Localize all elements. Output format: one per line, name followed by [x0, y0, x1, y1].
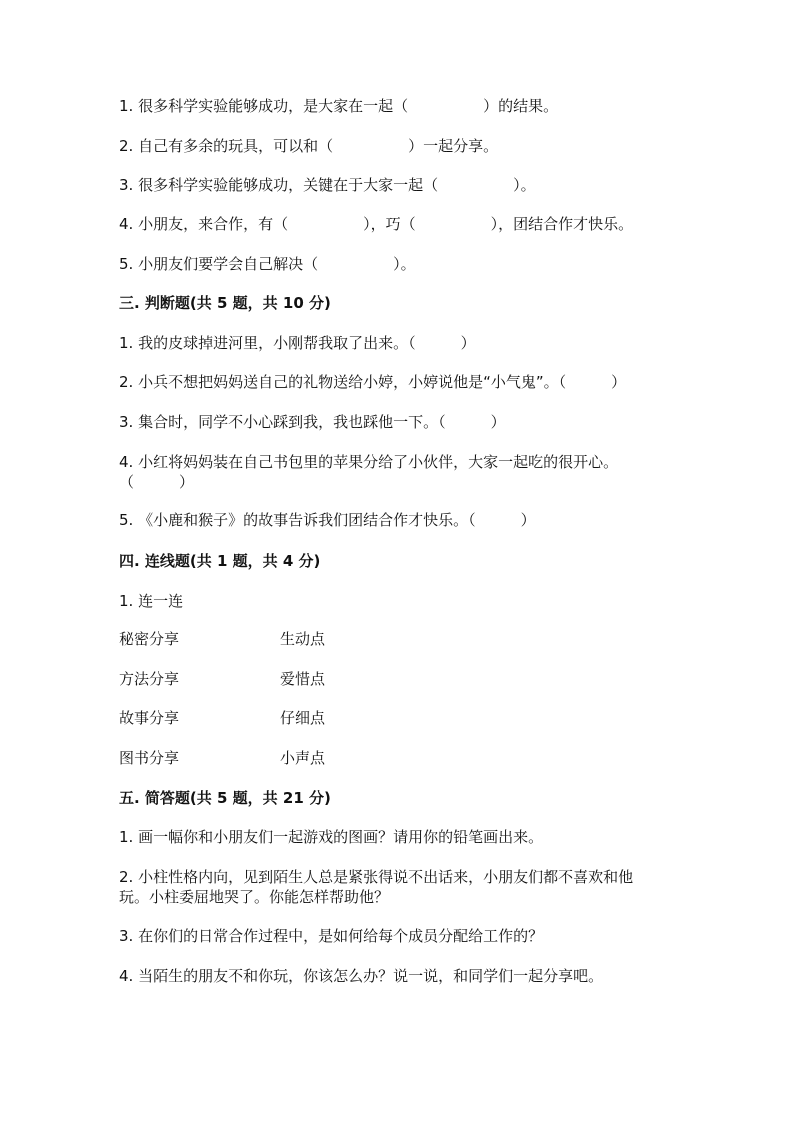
fill-blank-question-1: 1. 很多科学实验能够成功，是大家在一起（ ）的结果。: [119, 97, 559, 115]
matching-right-item: 小声点: [280, 749, 326, 767]
short-answer-question-3: 3. 在你们的日常合作过程中，是如何给每个成员分配给工作的？: [119, 927, 544, 945]
short-answer-question-2-line-1: 2. 小柱性格内向，见到陌生人总是紧张得说不出话来，小朋友们都不喜欢和他: [119, 868, 634, 886]
matching-right-item: 爱惜点: [280, 670, 326, 688]
judgment-question-3: 3. 集合时，同学不小心踩到我，我也踩他一下。（ ）: [119, 413, 506, 431]
matching-left-item: 图书分享: [119, 749, 180, 767]
judgment-question-4-line-2: （ ）: [119, 473, 195, 491]
short-answer-question-1: 1. 画一幅你和小朋友们一起游戏的图画？请用你的铅笔画出来。: [119, 828, 544, 846]
judgment-question-2: 2. 小兵不想把妈妈送自己的礼物送给小婷，小婷说他是“小气鬼”。（ ）: [119, 373, 627, 391]
section-heading-short-answer: 五. 简答题(共 5 题，共 21 分): [119, 789, 331, 807]
section-heading-judgment: 三. 判断题(共 5 题，共 10 分): [119, 294, 331, 312]
matching-right-item: 生动点: [280, 630, 326, 648]
fill-blank-question-3: 3. 很多科学实验能够成功，关键在于大家一起（ ）。: [119, 176, 536, 194]
matching-question-1: 1. 连一连: [119, 592, 184, 610]
matching-right-item: 仔细点: [280, 709, 326, 727]
section-heading-matching: 四. 连线题(共 1 题，共 4 分): [119, 552, 321, 570]
matching-left-item: 故事分享: [119, 709, 180, 727]
short-answer-question-2-line-2: 玩。小柱委屈地哭了。你能怎样帮助他？: [119, 888, 390, 906]
fill-blank-question-4: 4. 小朋友，来合作，有（ ），巧（ ），团结合作才快乐。: [119, 215, 634, 233]
short-answer-question-4: 4. 当陌生的朋友不和你玩，你该怎么办？说一说，和同学们一起分享吧。: [119, 967, 604, 985]
fill-blank-question-5: 5. 小朋友们要学会自己解决（ ）。: [119, 255, 416, 273]
judgment-question-1: 1. 我的皮球掉进河里，小刚帮我取了出来。（ ）: [119, 334, 476, 352]
judgment-question-5: 5. 《小鹿和猴子》的故事告诉我们团结合作才快乐。（ ）: [119, 511, 536, 529]
judgment-question-4-line-1: 4. 小红将妈妈装在自己书包里的苹果分给了小伙伴，大家一起吃的很开心。: [119, 453, 619, 471]
matching-left-item: 秘密分享: [119, 630, 180, 648]
matching-left-item: 方法分享: [119, 670, 180, 688]
fill-blank-question-2: 2. 自己有多余的玩具，可以和（ ）一起分享。: [119, 137, 499, 155]
